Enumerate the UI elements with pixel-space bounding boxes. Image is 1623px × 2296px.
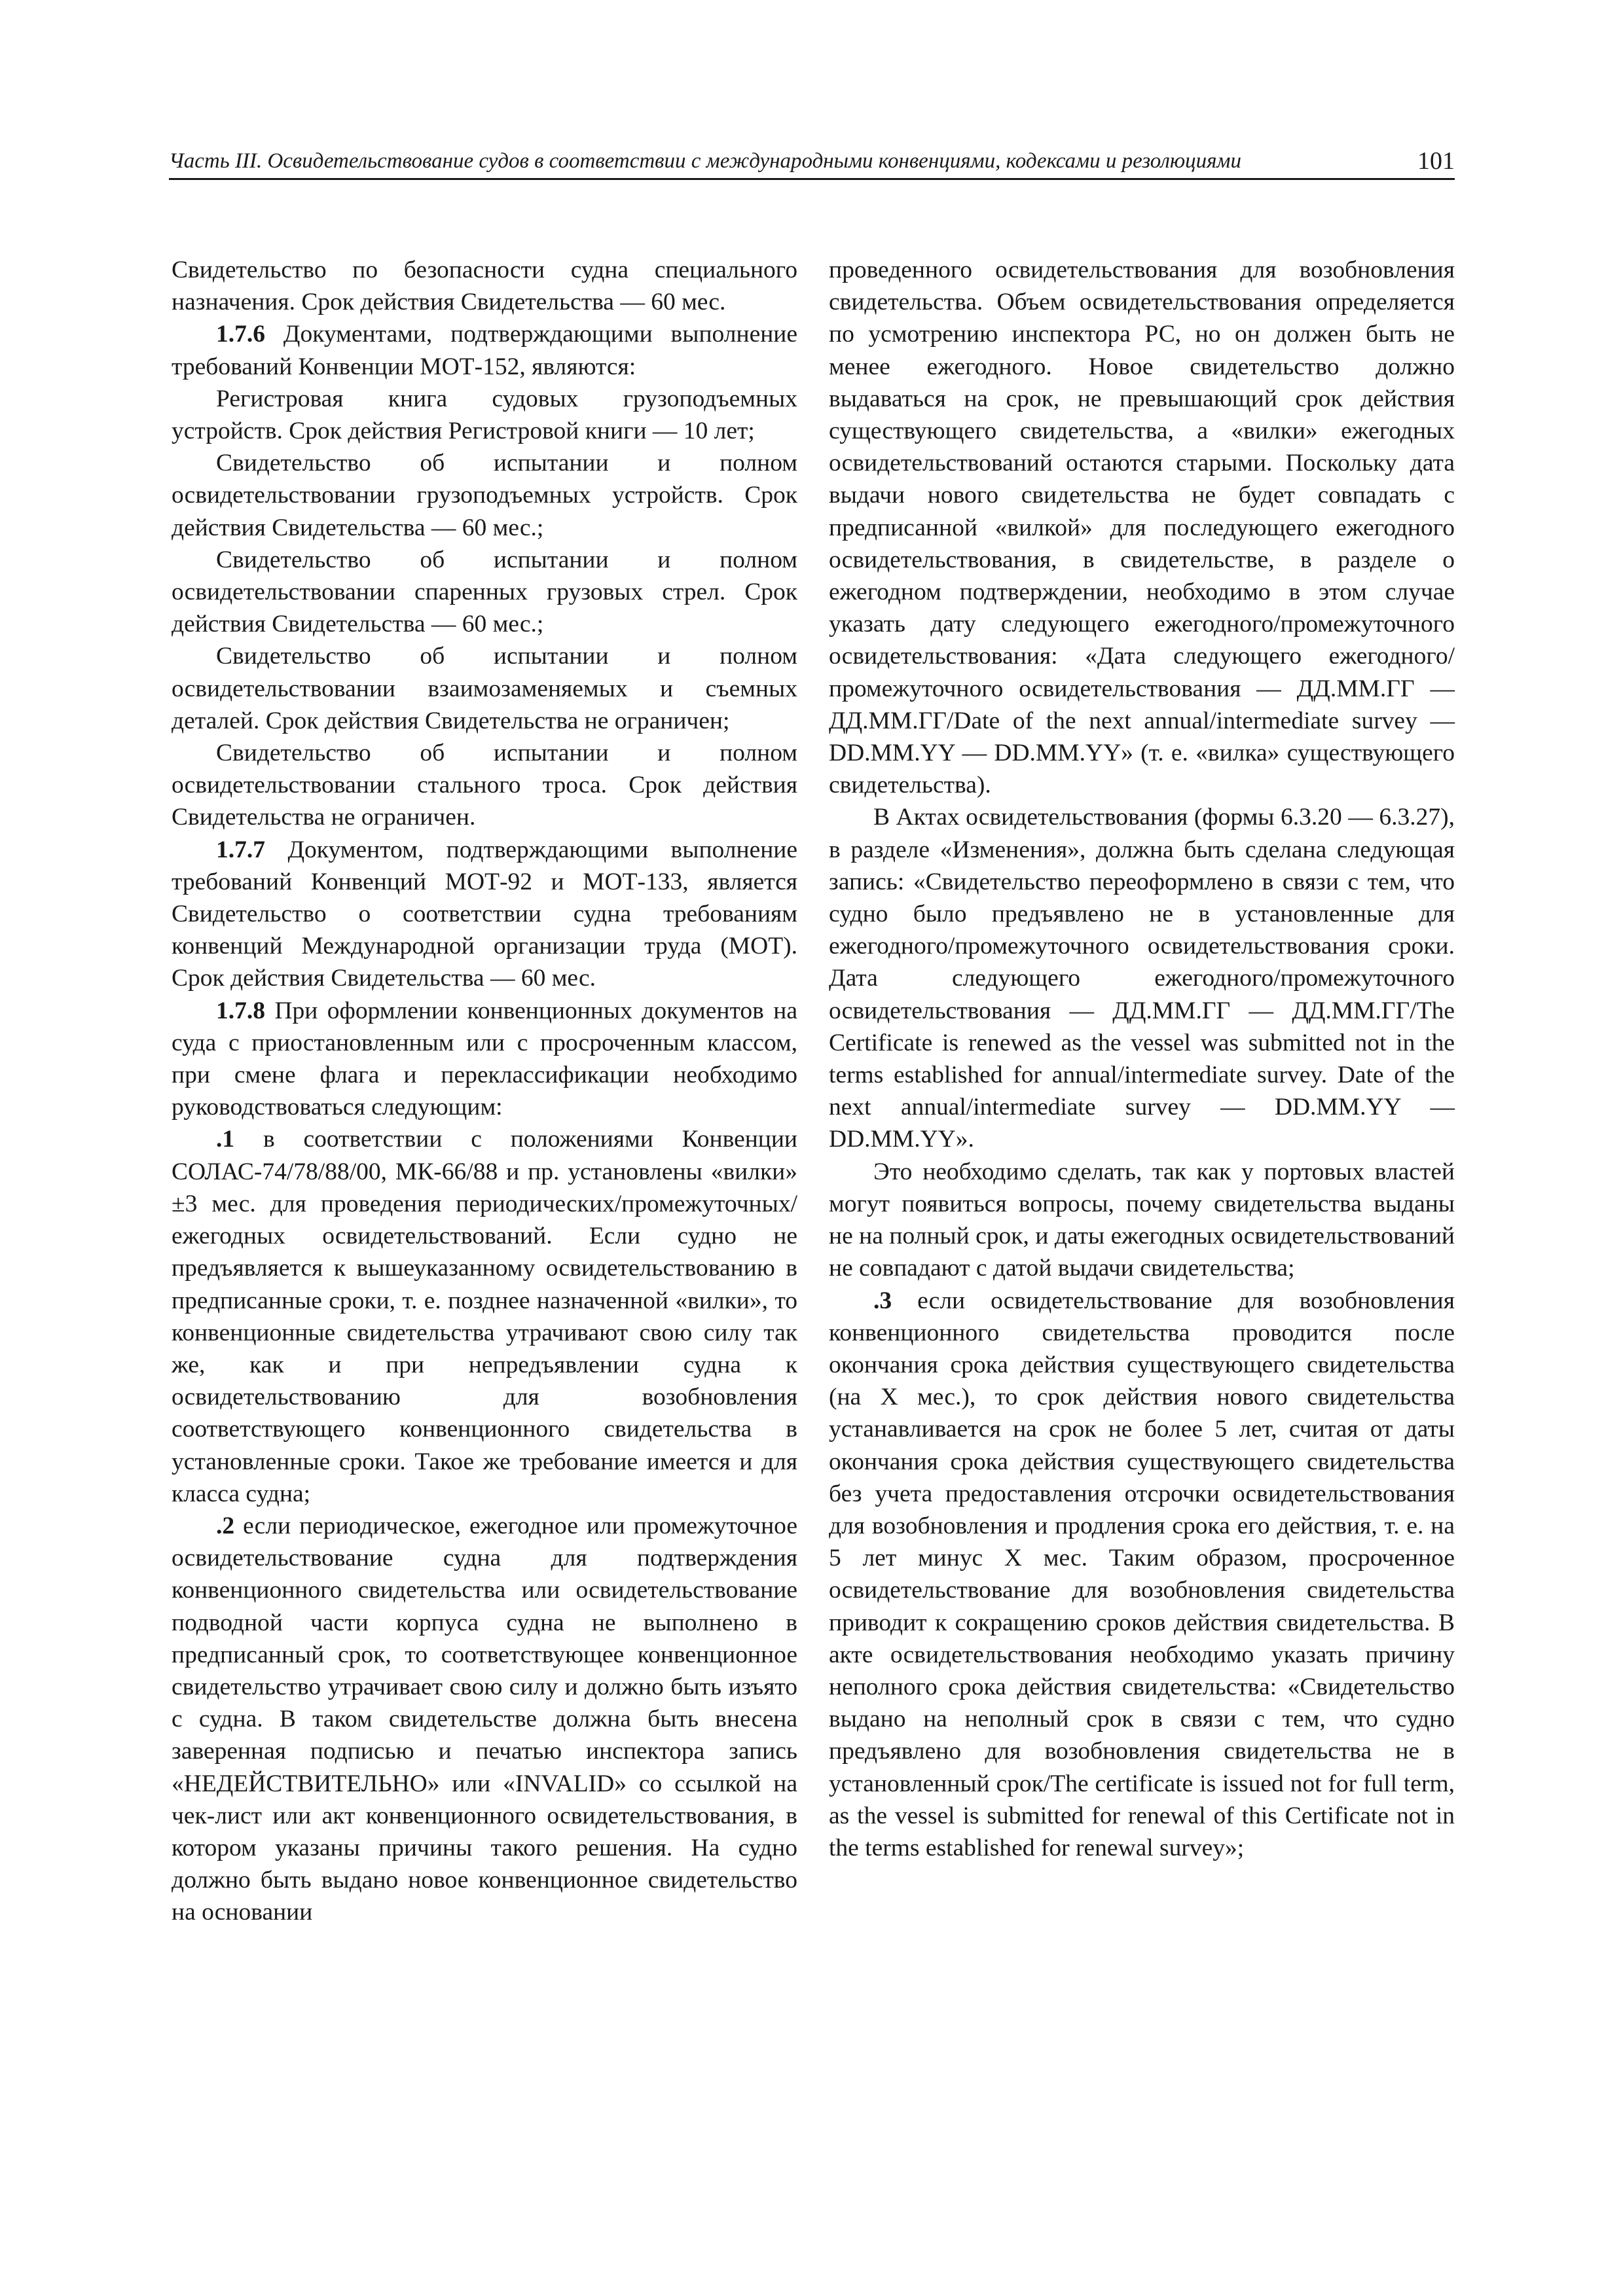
paragraph: Свидетельство об испытании и полном освидетельствовании стального троса. Срок действия Свидетельства не ограничен. xyxy=(172,740,797,831)
paragraph-text: При оформлении конвенционных документов на суда с приостановленным или с просроченным классом, при смене флага и переклассификации необходимо руководствоваться следующим: xyxy=(172,997,797,1121)
paragraph: Это необходимо сделать, так как у портовых властей могут появиться вопросы, почему свидетельства выданы не на полный срок, и даты ежегодных освидетельствований не совпадают с датой выдачи свидетельства; xyxy=(829,1158,1455,1282)
paragraph xyxy=(172,995,797,1124)
item-number: .2 xyxy=(216,1512,235,1539)
paragraph xyxy=(829,1285,1455,1865)
paragraph: Свидетельство об испытании и полном освидетельствовании грузоподъемных устройств. Срок действия Свидетельства — 60 мес.; xyxy=(172,450,797,541)
left-column xyxy=(172,254,797,1929)
running-header xyxy=(169,137,1455,180)
section-number: 1.7.8 xyxy=(216,997,265,1024)
paragraph-text: если освидетельствование для возобновления конвенционного свидетельства проводится после окончания срока действия существующего свидетельства (на X мес.), то срок действия нового свидетельства устанавливается на срок не более 5 лет, считая от даты окончания срока действия существующего свидетельства без учета предоставления отсрочки освидетельствования для возобновления и продления срока его действия, т. е. на 5 лет минус X мес. Таким образом, просроченное освидетельствование для возобновления свидетельства приводит к сокращению сроков действия свидетельства. В акте освидетельствования необходимо указать причину неполного срока действия свидетельства: «Свидетельство выдано на неполный срок в связи с тем, что судно предъявлено для возобновления свидетельства не в установленный срок/The certificate is issued not for full term, as the vessel is submitted for renewal of this Certificate not in the terms established for renewal survey»; xyxy=(829,1287,1455,1861)
paragraph: Свидетельство об испытании и полном освидетельствовании спаренных грузовых стрел. Срок действия Свидетельства — 60 мес.; xyxy=(172,546,797,638)
paragraph xyxy=(172,318,797,382)
paragraph: В Актах освидетельствования (формы 6.3.20 — 6.3.27), в разделе «Изменения», должна быть сделана следующая запись: «Свидетельство переоформлено в связи с тем, что судно было предъявлено не в установленные для ежегодного/промежуточного освидетельствования сроки. Дата следующего ежегодного/промежуточного освидетельствования — ДД.ММ.ГГ — ДД.ММ.ГГ/The Certificate is renewed as the vessel was submitted not in the terms established for annual/intermediate survey. Date of the next annual/intermediate survey — DD.MM.YY — DD.MM.YY». xyxy=(829,804,1455,1153)
paragraph-text: если периодическое, ежегодное или промежуточное освидетельствование судна для подтверждения конвенционного свидетельства или освидетельствование подводной части корпуса судна не выполнено в предписанный срок, то соответствующее конвенционное свидетельство утрачивает свою силу и должно быть изъято с судна. В таком свидетельстве должна быть внесена заверенная подписью и печатью инспектора запись «НЕДЕЙСТВИТЕЛЬНО» или «INVALID» со ссылкой на чек-лист или акт конвенционного освидетельствования, в котором указаны причины такого решения. На судно должно быть выдано новое конвенционное свидетельство на основании xyxy=(172,1512,797,1926)
paragraph xyxy=(172,834,797,995)
paragraph: Свидетельство об испытании и полном освидетельствовании взаимозаменяемых и съемных деталей. Срок действия Свидетельства не ограничен; xyxy=(172,643,797,734)
right-column xyxy=(829,254,1455,1864)
header-title: Часть III. Освидетельствование судов в соответствии с международными конвенциями, кодексами и резолюциями xyxy=(169,149,1241,173)
paragraph: Регистровая книга судовых грузоподъемных устройств. Срок действия Регистровой книги — 10 лет; xyxy=(172,385,797,445)
page-number: 101 xyxy=(1417,147,1455,175)
paragraph: проведенного освидетельствования для возобновления свидетельства. Объем освидетельствования определяется по усмотрению инспектора РС, но он должен быть не менее ежегодного. Новое свидетельство должно выдаваться на срок, не превышающий срок действия существующего свидетельства, а «вилки» ежегодных освидетельствований остаются старыми. Поскольку дата выдачи нового свидетельства не будет совпадать с предписанной «вилкой» для последующего ежегодного освидетельствования, в свидетельстве, в разделе о ежегодном подтверждении, необходимо в этом случае указать дату следующего ежегодного/промежуточного освидетельствования: «Дата следующего ежегодного/промежуточного освидетельствования — ДД.ММ.ГГ — ДД.ММ.ГГ/Date of the next annual/intermediate survey — DD.MM.YY — DD.MM.YY» (т. е. «вилка» существующего свидетельства). xyxy=(829,257,1455,799)
paragraph-text: в соответствии с положениями Конвенции СОЛАС-74/78/88/00, МК-66/88 и пр. установлены «вилки» ±3 мес. для проведения периодических/промежуточных/ежегодных освидетельствований. Если судно не предъявляется к вышеуказанному освидетельствованию в предписанные сроки, т. е. позднее назначенной «вилки», то конвенционные свидетельства утрачивают свою силу так же, как и при непредъявлении судна к освидетельствованию для возобновления соответствующего конвенционного свидетельства в установленные сроки. Такое же требование имеется и для класса судна; xyxy=(172,1126,797,1507)
paragraph-text: Документами, подтверждающими выполнение требований Конвенции МОТ-152, являются: xyxy=(172,321,797,380)
item-number: .1 xyxy=(216,1126,235,1153)
item-number: .3 xyxy=(873,1287,892,1314)
paragraph xyxy=(172,1123,797,1509)
paragraph: Свидетельство по безопасности судна специального назначения. Срок действия Свидетельства — 60 мес. xyxy=(172,257,797,316)
section-number: 1.7.6 xyxy=(216,321,265,348)
paragraph-text: Документом, подтверждающими выполнение требований Конвенций МОТ-92 и МОТ-133, является Свидетельство о соответствии судна требованиям конвенций Международной организации труда (МОТ). Срок действия Свидетельства — 60 мес. xyxy=(172,836,797,992)
section-number: 1.7.7 xyxy=(216,836,265,863)
paragraph xyxy=(172,1510,797,1929)
